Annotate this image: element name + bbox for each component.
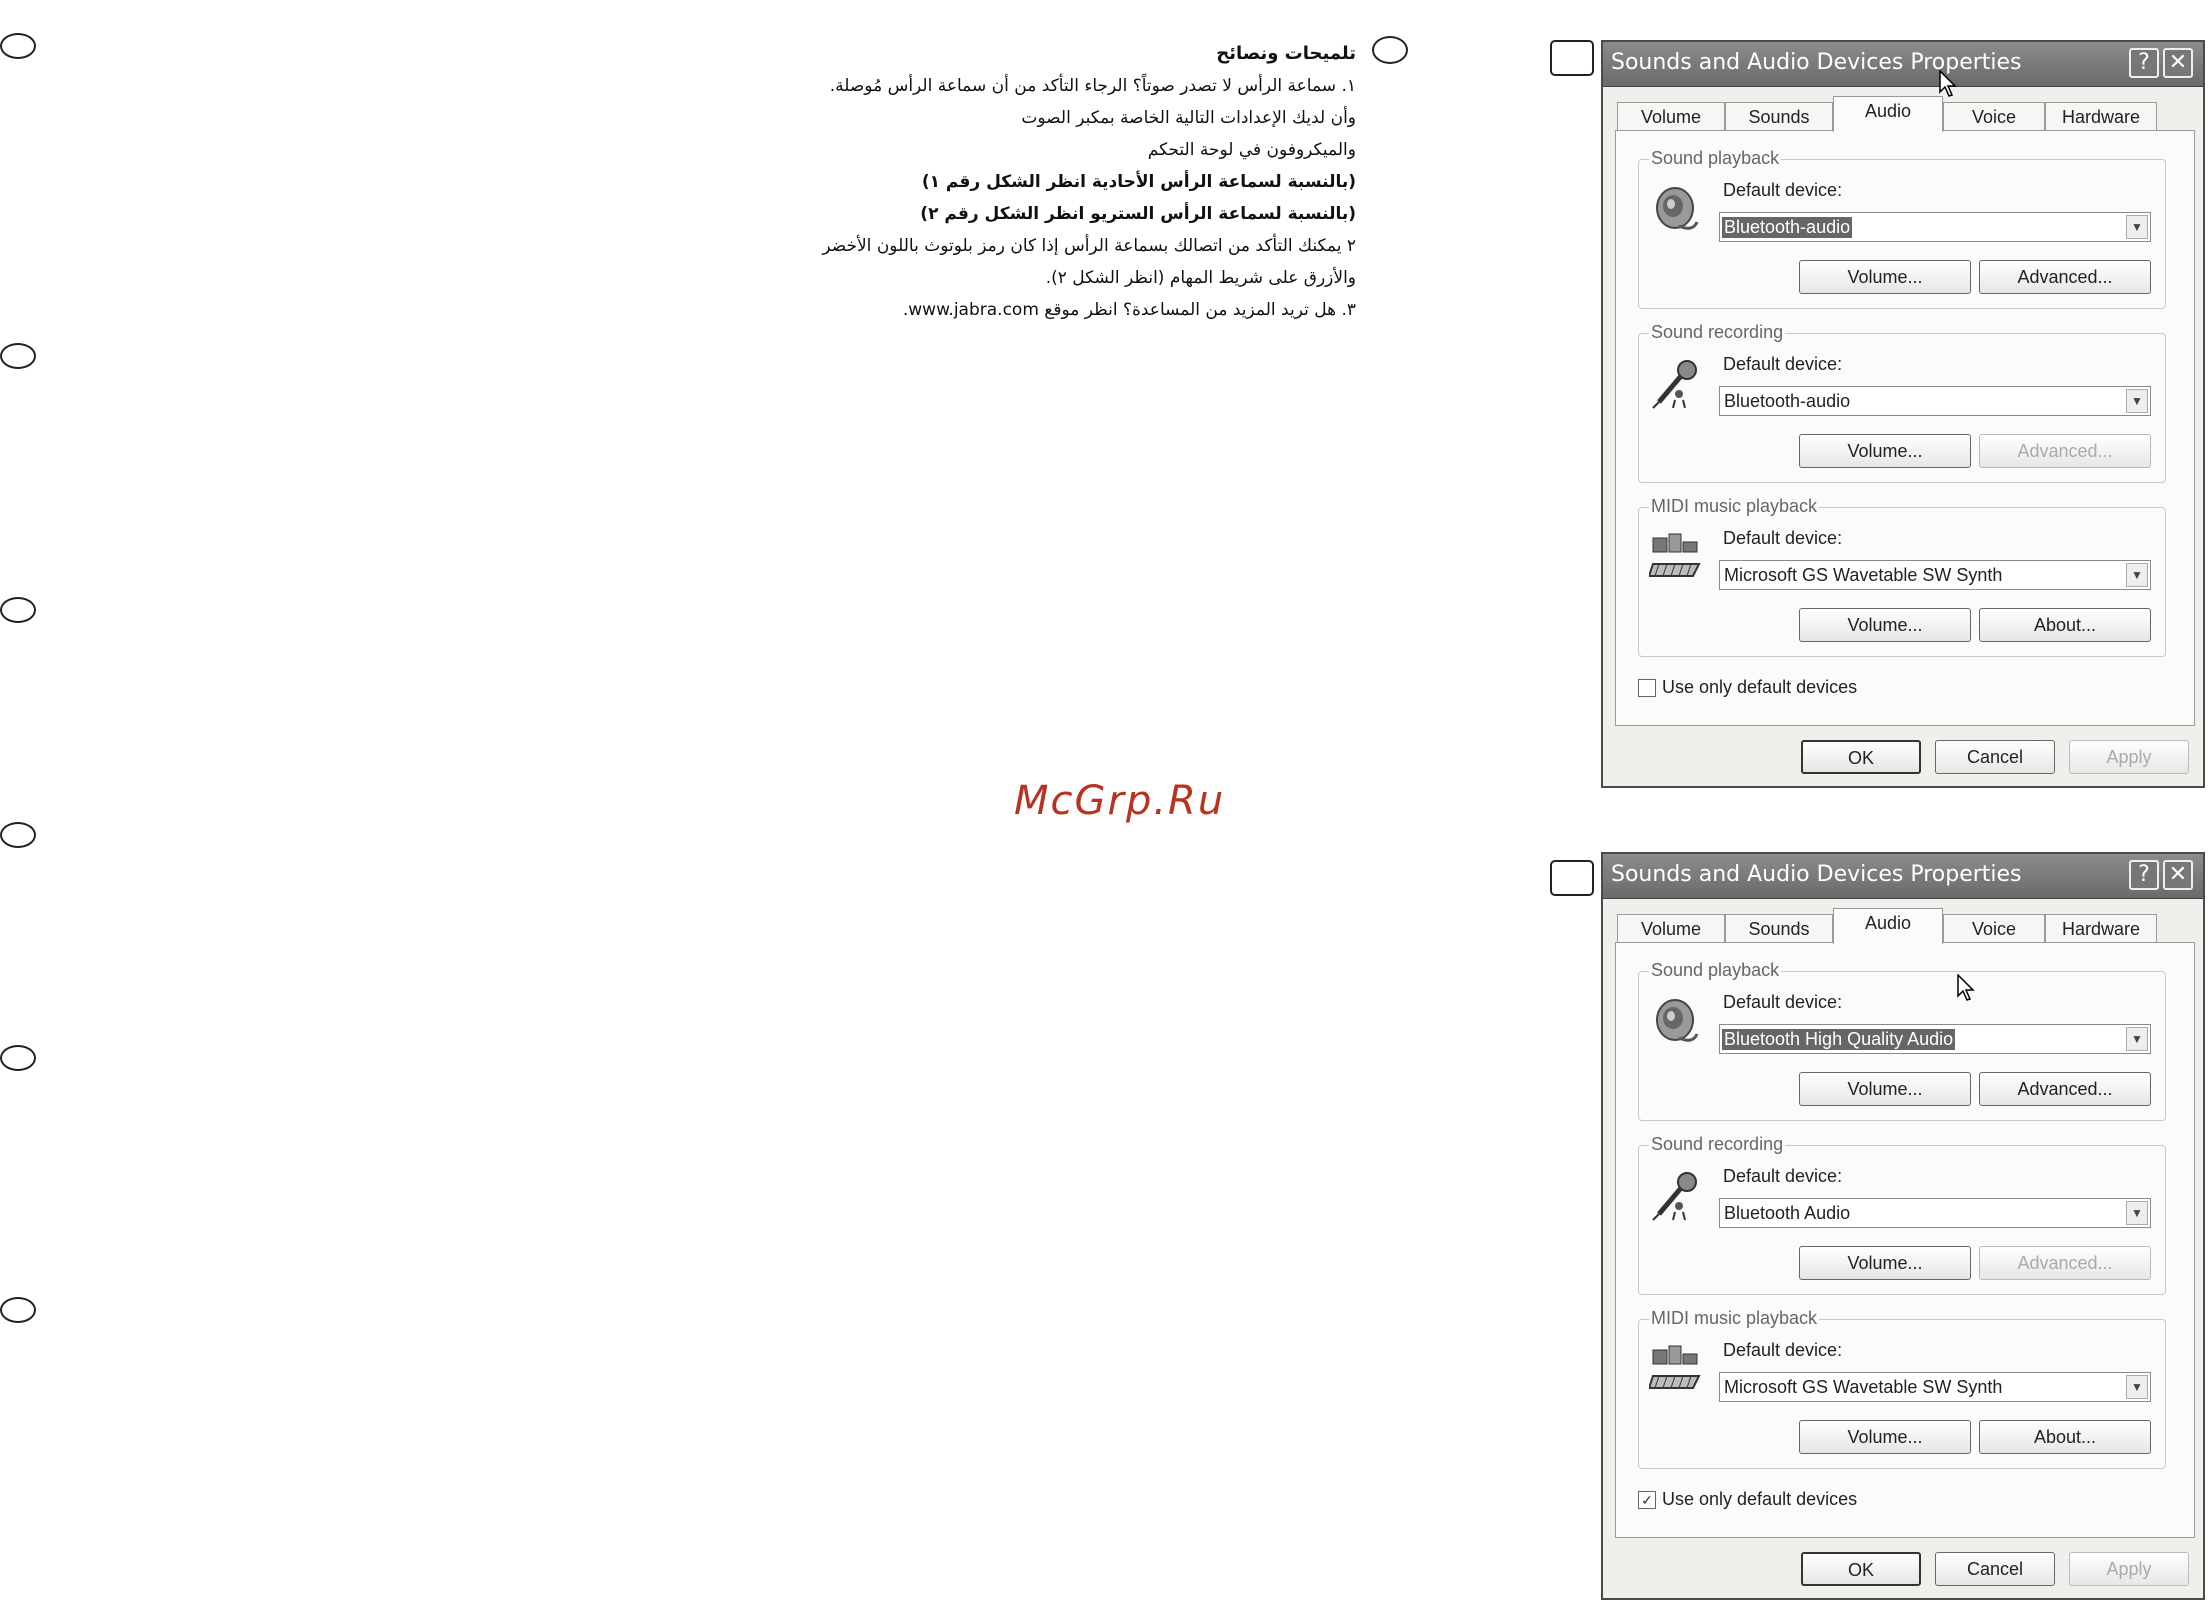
playback-device-select[interactable] (1719, 1024, 2151, 1054)
sound-playback-group (1638, 960, 2166, 1121)
group-title: MIDI music playback (1651, 1308, 1818, 1328)
default-device-label: Default device: (1723, 354, 1843, 374)
help-button[interactable]: ? (2129, 860, 2159, 890)
default-device-label: Default device: (1723, 528, 1843, 548)
close-button[interactable]: ✕ (2163, 48, 2193, 78)
group-title: Sound recording (1651, 1134, 1784, 1154)
recording-volume-button[interactable]: Volume... (1799, 434, 1971, 468)
figure-number-box (1550, 860, 1594, 896)
tips-line: والميكروفون في لوحة التحكم (1147, 140, 1356, 160)
dialog-title: Sounds and Audio Devices Properties (1611, 862, 2022, 887)
midi-keyboard-icon (1649, 530, 1703, 584)
selected-value: Bluetooth-audio (1724, 217, 1851, 237)
title-bar[interactable] (1603, 854, 2203, 899)
selected-value: Bluetooth Audio (1724, 1203, 1851, 1223)
ok-button[interactable]: OK (1801, 1552, 1921, 1586)
midi-playback-group (1638, 496, 2166, 657)
tips-line: ١. سماعة الرأس لا تصدر صوتاً؟ الرجاء التأكد من أن سماعة الرأس مُوصلة. (829, 76, 1356, 96)
recording-device-select[interactable] (1719, 386, 2151, 416)
tips-line: وأن لديك الإعدادات التالية الخاصة بمكبر الصوت (1021, 108, 1356, 128)
binder-hole (0, 1045, 36, 1071)
tab-audio[interactable]: Audio (1833, 908, 1943, 944)
binder-hole (0, 597, 36, 623)
selected-value: Bluetooth High Quality Audio (1724, 1029, 1954, 1049)
default-device-label: Default device: (1723, 1166, 1843, 1186)
microphone-icon (1649, 356, 1703, 410)
tips-line: ٣. هل تريد المزيد من المساعدة؟ انظر موقع www.jabra.com. (902, 300, 1356, 320)
tips-line: (بالنسبة لسماعة الرأس الستريو انظر الشكل رقم ٢) (920, 204, 1356, 224)
sound-recording-group (1638, 322, 2166, 483)
chevron-down-icon[interactable]: ▼ (2126, 563, 2148, 587)
tips-line: ٢ يمكنك التأكد من اتصالك بسماعة الرأس إذا كان رمز بلوتوث باللون الأخضر (822, 236, 1356, 256)
dialog-title: Sounds and Audio Devices Properties (1611, 50, 2022, 75)
chevron-down-icon[interactable]: ▼ (2126, 215, 2148, 239)
midi-playback-group (1638, 1308, 2166, 1469)
playback-volume-button[interactable]: Volume... (1799, 1072, 1971, 1106)
selected-value: Microsoft GS Wavetable SW Synth (1724, 565, 2003, 585)
tab-hardware[interactable]: Hardware (2045, 102, 2157, 130)
playback-volume-button[interactable]: Volume... (1799, 260, 1971, 294)
watermark: McGrp.Ru (1014, 778, 1226, 824)
tab-volume[interactable]: Volume (1617, 102, 1725, 130)
cancel-button[interactable]: Cancel (1935, 740, 2055, 774)
audio-tab-panel (1615, 130, 2195, 726)
sounds-properties-dialog (1601, 40, 2205, 788)
use-default-devices-checkbox[interactable]: ✓ (1638, 1491, 1656, 1509)
audio-tab-panel (1615, 942, 2195, 1538)
use-default-devices-checkbox[interactable] (1638, 679, 1656, 697)
recording-device-select[interactable] (1719, 1198, 2151, 1228)
tips-line: (بالنسبة لسماعة الرأس الأحادية انظر الشكل رقم ١) (921, 172, 1356, 192)
midi-about-button[interactable]: About... (1979, 608, 2151, 642)
chevron-down-icon[interactable]: ▼ (2126, 1201, 2148, 1225)
midi-volume-button[interactable]: Volume... (1799, 1420, 1971, 1454)
playback-device-select[interactable] (1719, 212, 2151, 242)
section-bullet (1372, 36, 1408, 64)
close-button[interactable]: ✕ (2163, 860, 2193, 890)
speaker-icon (1649, 182, 1703, 236)
tab-voice[interactable]: Voice (1943, 914, 2045, 942)
binder-hole (0, 343, 36, 369)
tips-line: والأزرق على شريط المهام (انظر الشكل ٢). (1045, 268, 1356, 288)
default-device-label: Default device: (1723, 1340, 1843, 1360)
sound-playback-group (1638, 148, 2166, 309)
binder-hole (0, 33, 36, 59)
checkbox-label: Use only default devices (1662, 677, 1858, 697)
group-title: Sound recording (1651, 322, 1784, 342)
binder-hole (0, 822, 36, 848)
midi-device-select[interactable] (1719, 1372, 2151, 1402)
title-bar[interactable] (1603, 42, 2203, 87)
tips-title: تلميحات ونصائح (1216, 43, 1356, 64)
help-button[interactable]: ? (2129, 48, 2159, 78)
group-title: Sound playback (1651, 148, 1780, 168)
speaker-icon (1649, 994, 1703, 1048)
midi-device-select[interactable] (1719, 560, 2151, 590)
tab-sounds[interactable]: Sounds (1725, 102, 1833, 130)
recording-advanced-button[interactable]: Advanced... (1979, 1246, 2151, 1280)
tab-volume[interactable]: Volume (1617, 914, 1725, 942)
midi-about-button[interactable]: About... (1979, 1420, 2151, 1454)
midi-volume-button[interactable]: Volume... (1799, 608, 1971, 642)
apply-button[interactable]: Apply (2069, 740, 2189, 774)
selected-value: Microsoft GS Wavetable SW Synth (1724, 1377, 2003, 1397)
mouse-cursor-icon (1957, 974, 1977, 1002)
midi-keyboard-icon (1649, 1342, 1703, 1396)
sound-recording-group (1638, 1134, 2166, 1295)
sounds-properties-dialog (1601, 852, 2205, 1600)
chevron-down-icon[interactable]: ▼ (2126, 389, 2148, 413)
ok-button[interactable]: OK (1801, 740, 1921, 774)
checkbox-label: Use only default devices (1662, 1489, 1858, 1509)
playback-advanced-button[interactable]: Advanced... (1979, 1072, 2151, 1106)
cancel-button[interactable]: Cancel (1935, 1552, 2055, 1586)
chevron-down-icon[interactable]: ▼ (2126, 1375, 2148, 1399)
microphone-icon (1649, 1168, 1703, 1222)
figure-number-box (1550, 40, 1594, 76)
tab-voice[interactable]: Voice (1943, 102, 2045, 130)
apply-button[interactable]: Apply (2069, 1552, 2189, 1586)
group-title: Sound playback (1651, 960, 1780, 980)
default-device-label: Default device: (1723, 180, 1843, 200)
default-device-label: Default device: (1723, 992, 1843, 1012)
playback-advanced-button[interactable]: Advanced... (1979, 260, 2151, 294)
tab-sounds[interactable]: Sounds (1725, 914, 1833, 942)
group-title: MIDI music playback (1651, 496, 1818, 516)
selected-value: Bluetooth-audio (1724, 391, 1851, 411)
chevron-down-icon[interactable]: ▼ (2126, 1027, 2148, 1051)
tab-hardware[interactable]: Hardware (2045, 914, 2157, 942)
recording-advanced-button[interactable]: Advanced... (1979, 434, 2151, 468)
mouse-cursor-icon (1939, 70, 1959, 98)
binder-hole (0, 1297, 36, 1323)
tab-audio[interactable]: Audio (1833, 96, 1943, 132)
tips-section (700, 38, 1356, 326)
recording-volume-button[interactable]: Volume... (1799, 1246, 1971, 1280)
